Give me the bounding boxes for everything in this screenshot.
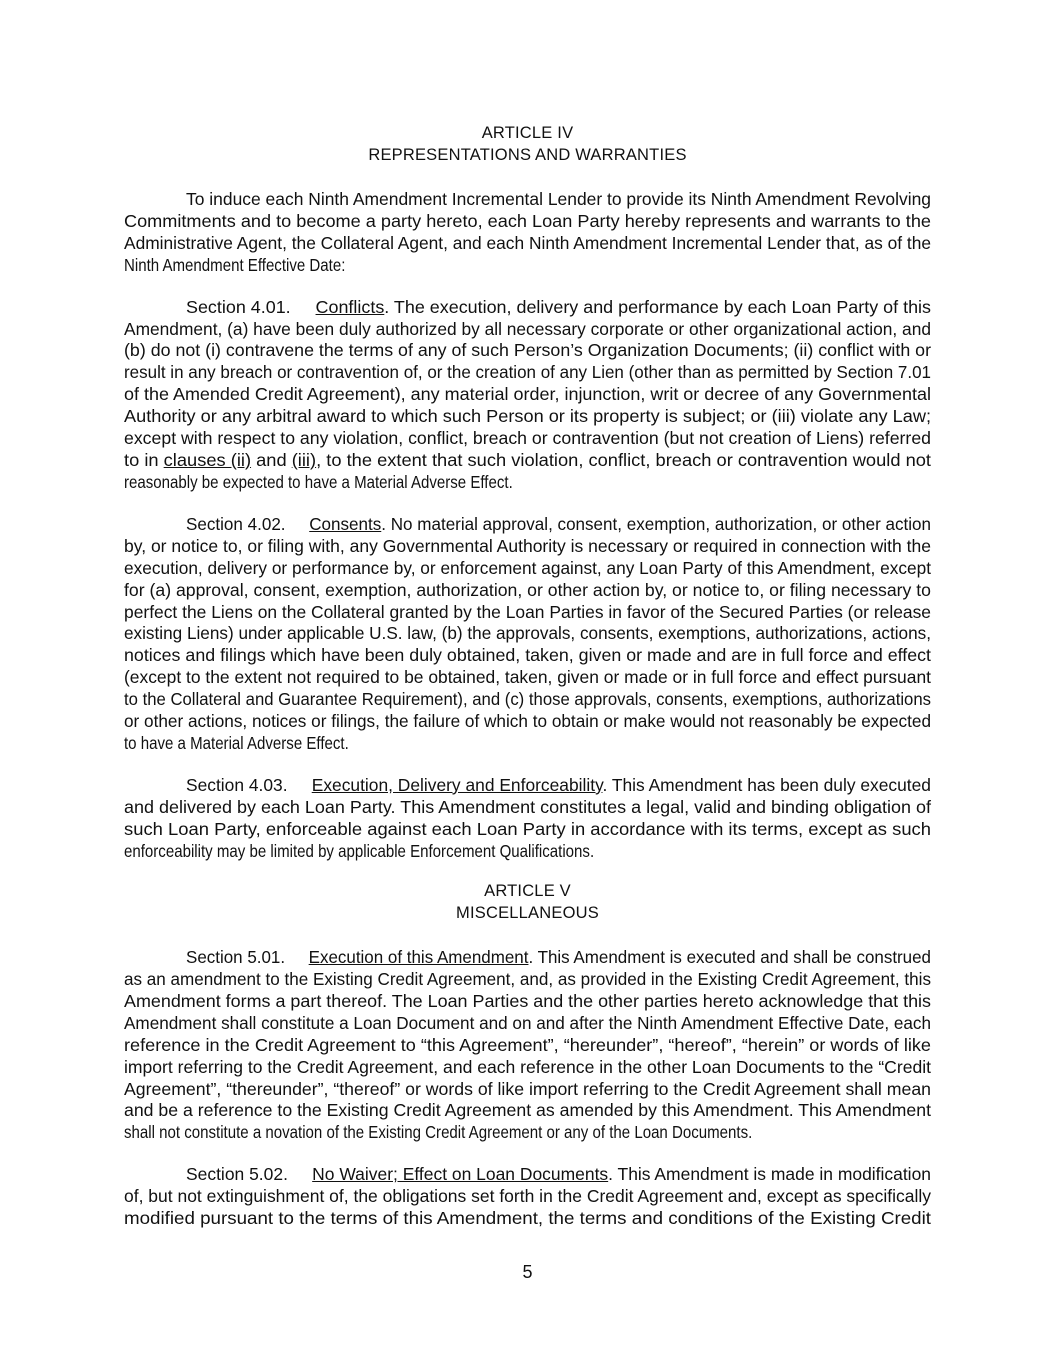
section-line: modified pursuant to the terms of this Amendment, the terms and conditions of the Existing Credit — [124, 1208, 932, 1228]
section-line: existing Liens) under applicable U.S. law, (b) the approvals, consents, exemptions, authorizations, actions, — [124, 623, 931, 643]
section-text: . The execution, delivery and performance by each Loan Party of this — [384, 297, 931, 317]
intro-line: Administrative Agent, the Collateral Agent, and each Ninth Amendment Incremental Lender that, as of the — [124, 233, 931, 253]
section-number: Section 4.01. — [186, 297, 291, 317]
section-line: as an amendment to the Existing Credit Agreement, and, as provided in the Existing Credit Agreement, this — [124, 969, 931, 989]
section-line: Agreement”, “thereunder”, “thereof” or words of like import referring to the Credit Agreement shall mean — [124, 1079, 931, 1099]
section-heading-execution-delivery: Execution, Delivery and Enforceability — [311, 775, 603, 795]
section-line: and delivered by each Loan Party. This Amendment constitutes a legal, valid and binding obligation of — [124, 797, 931, 817]
clause-ref-iii: (iii) — [291, 450, 317, 470]
section-line: import referring to the Credit Agreement, and each reference in the other Loan Documents to the “Credit — [124, 1057, 932, 1077]
clause-ref-ii: clauses (ii) — [163, 450, 252, 470]
section-line: shall not constitute a novation of the Existing Credit Agreement or any of the Loan Documents. — [124, 1122, 753, 1142]
section-line: notices and filings which have been duly obtained, taken, given or made and are in full force and effect — [124, 645, 931, 665]
section-line: execution, delivery or performance by, or enforcement against, any Loan Party of this Amendment, except — [124, 558, 931, 578]
section-5-01-first-line — [124, 947, 931, 969]
section-line: to have a Material Adverse Effect. — [124, 733, 349, 753]
section-line: except with respect to any violation, conflict, breach or contravention (but not creation of Liens) referred — [124, 428, 931, 448]
page-number: 5 — [522, 1262, 533, 1282]
article-v-title: ARTICLE V — [484, 882, 571, 900]
section-text: . This Amendment is executed and shall be construed — [528, 947, 931, 967]
section-line: reasonably be expected to have a Material Adverse Effect. — [124, 472, 513, 492]
section-text: and — [251, 450, 292, 470]
section-number: Section 4.02. — [186, 514, 286, 534]
section-heading-conflicts: Conflicts — [315, 297, 385, 317]
section-line: for (a) approval, consent, exemption, authorization, or other action by, or notice to, or filing necessary to — [124, 580, 931, 600]
section-5-02-first-line — [124, 1164, 931, 1186]
section-line: result in any breach or contravention of, or the creation of any Lien (other than as permitted by Section 7.01 — [124, 362, 931, 382]
section-line: and be a reference to the Existing Credit Agreement as amended by this Amendment. This Amendment — [124, 1100, 932, 1120]
article-iv-title: ARTICLE IV — [481, 124, 574, 142]
intro-line: To induce each Ninth Amendment Incremental Lender to provide its Ninth Amendment Revolving — [186, 189, 931, 209]
section-line — [124, 450, 931, 472]
section-text: . This Amendment is made in modification — [608, 1164, 931, 1184]
section-line: of, but not extinguishment of, the obligations set forth in the Credit Agreement and, except as specifically — [124, 1186, 931, 1206]
section-4-02-first-line — [124, 514, 931, 536]
section-4-03-first-line — [124, 775, 931, 797]
section-line: enforceability may be limited by applicable Enforcement Qualifications. — [124, 841, 595, 861]
section-line: (b) do not (i) contravene the terms of any of such Person’s Organization Documents; (ii) conflict with or — [124, 340, 932, 360]
section-number: Section 5.01. — [186, 947, 286, 967]
section-line: perfect the Liens on the Collateral granted by the Loan Parties in favor of the Secured Parties (or release — [124, 602, 931, 622]
section-line: Amendment, (a) have been duly authorized by all necessary corporate or other organizational action, and — [124, 319, 931, 339]
section-number: Section 4.03. — [186, 775, 288, 795]
section-line: Amendment shall constitute a Loan Document and on and after the Ninth Amendment Effective Date, each — [124, 1013, 931, 1033]
section-heading-no-waiver: No Waiver; Effect on Loan Documents — [312, 1164, 609, 1184]
intro-line: Ninth Amendment Effective Date: — [124, 255, 346, 275]
section-line: Authority or any arbitral award to which such Person or its property is subject; or (iii) violate any Law; — [124, 406, 931, 426]
section-heading-execution-of-amendment: Execution of this Amendment — [308, 947, 529, 967]
section-number: Section 5.02. — [186, 1164, 288, 1184]
section-line: such Loan Party, enforceable against each Loan Party in accordance with its terms, except as such — [124, 819, 931, 839]
section-line: or other actions, notices or filings, the failure of which to obtain or make would not reasonably be expected — [124, 711, 931, 731]
section-4-01-first-line — [124, 297, 931, 319]
article-iv-subtitle: REPRESENTATIONS AND WARRANTIES — [368, 146, 687, 164]
section-line: to the Collateral and Guarantee Requirement), and (c) those approvals, consents, exemptions, authorizations — [124, 689, 931, 709]
intro-line: Commitments and to become a party hereto, each Loan Party hereby represents and warrants to the — [124, 211, 931, 231]
section-heading-consents: Consents — [309, 514, 382, 534]
section-line: (except to the extent not required to be obtained, taken, given or made or in full force and effect pursuant — [124, 667, 931, 687]
section-text: . This Amendment has been duly executed — [602, 775, 931, 795]
section-text: . No material approval, consent, exemption, authorization, or other action — [381, 514, 931, 534]
section-line: of the Amended Credit Agreement), any material order, injunction, writ or decree of any Governmental — [124, 384, 932, 404]
article-v-subtitle: MISCELLANEOUS — [456, 904, 599, 922]
section-line: Amendment forms a part thereof. The Loan Parties and the other parties hereto acknowledge that this — [124, 991, 931, 1011]
section-text: to in — [124, 450, 164, 470]
section-line: by, or notice to, or filing with, any Governmental Authority is necessary or required in connection with the — [124, 536, 931, 556]
section-line: reference in the Credit Agreement to “this Agreement”, “hereunder”, “hereof”, “herein” or words of like — [124, 1035, 931, 1055]
section-text: , to the extent that such violation, conflict, breach or contravention would not — [316, 450, 931, 470]
